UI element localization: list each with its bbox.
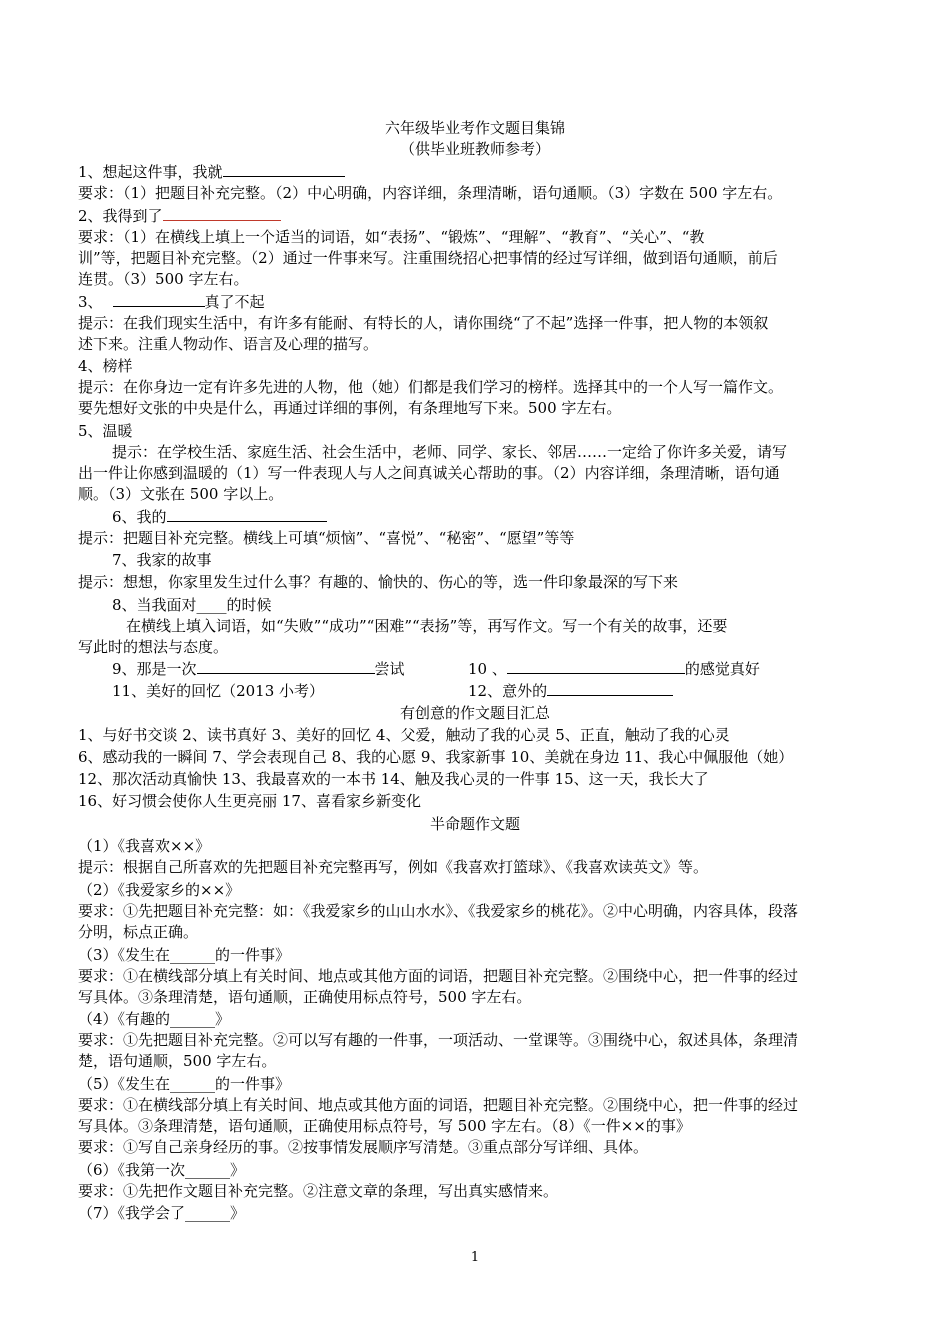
topic-8-tip-line2: 写此时的想法与态度。	[78, 638, 229, 656]
half-line: 要求：①写自己亲身经历的事。②按事情发展顺序写清楚。③重点部分写详细、具体。	[78, 1138, 649, 1156]
blank-line	[507, 659, 685, 674]
topic-12-title: 12、意外的	[468, 681, 673, 702]
half-line: 写具体。③条理清楚，语句通顺，正确使用标点符号，写 500 字左右。（8）《一件××的事》	[78, 1117, 691, 1135]
half-line: 提示：根据自己所喜欢的先把题目补充完整再写，例如《我喜欢打篮球》、《我喜欢读英文》等。	[78, 858, 709, 876]
doc-subtitle: （供毕业班教师参考）	[399, 140, 550, 158]
half-line: 分明，标点正确。	[78, 923, 199, 941]
topic-3-tip-line1: 提示：在我们现实生活中，有许多有能耐、有特长的人，请你围绕“了不起”选择一件事，把人物的本领叙	[78, 314, 769, 332]
topic-5-tip-line3: 顺。（3）文张在 500 字以上。	[78, 485, 284, 503]
creative-line: 6、感动我的一瞬间 7、学会表现自己 8、我的心愿 9、我家新事 10、美就在身边 11、我心中佩服他（她）	[78, 748, 794, 766]
half-line: （5）《发生在______的一件事》	[78, 1075, 291, 1093]
creative-line: 1、与好书交谈 2、读书真好 3、美好的回忆 4、父爱，触动了我的心灵 5、正直，触动了我的心灵	[78, 726, 730, 744]
blank-line	[163, 206, 281, 221]
topic-11-title: 11、美好的回忆（2013 小考）	[112, 682, 325, 700]
blank-line	[167, 507, 327, 522]
half-line: 楚，语句通顺，500 字左右。	[78, 1052, 277, 1070]
topic-4-tip-line2: 要先想好文张的中央是什么，再通过详细的事例，有条理地写下来。500 字左右。	[78, 399, 622, 417]
half-line: （6）《我第一次______》	[78, 1161, 246, 1179]
half-line: 要求：①在横线部分填上有关时间、地点或其他方面的词语，把题目补充完整。②围绕中心，把一件事的经过	[78, 967, 799, 985]
topic-3-tip-line2: 述下来。注重人物动作、语言及心理的描写。	[78, 335, 379, 353]
topic-2-title: 2、我得到了	[78, 206, 281, 227]
half-heading: 半命题作文题	[429, 815, 520, 833]
half-line: （1）《我喜欢××》	[78, 837, 211, 855]
creative-line: 12、那次活动真愉快 13、我最喜欢的一本书 14、触及我心灵的一件事 15、这一天，我长大了	[78, 770, 709, 788]
half-line: 要求：①在横线部分填上有关时间、地点或其他方面的词语，把题目补充完整。②围绕中心，把一件事的经过	[78, 1096, 799, 1114]
topic-7-title: 7、我家的故事	[112, 551, 212, 569]
topic-5-tip-line2: 出一件让你感到温暖的（1）写一件表现人与人之间真诚关心帮助的事。（2）内容详细，条理清晰，语句通	[78, 464, 780, 482]
half-line: 写具体。③条理清楚，语句通顺，正确使用标点符号，500 字左右。	[78, 988, 532, 1006]
blank-line	[223, 162, 345, 177]
topic-2-req-line2: 训”等，把题目补充完整。（2）通过一件事来写。注重围绕招心把事情的经过写详细，做到语句通顺，前后	[78, 249, 778, 267]
blank-line	[547, 681, 673, 696]
half-line: （2）《我爱家乡的××》	[78, 881, 241, 899]
blank-line	[113, 292, 205, 307]
half-line: （7）《我学会了______》	[78, 1204, 246, 1222]
topic-5-tip-line1: 提示：在学校生活、家庭生活、社会生活中，老师、同学、家长、邻居……一定给了你许多关爱，请写	[112, 443, 788, 461]
half-line: 要求：①先把题目补充完整。②可以写有趣的一件事，一项活动、一堂课等。③围绕中心，叙述具体，条理清	[78, 1031, 799, 1049]
topic-8-title: 8、当我面对____的时候	[112, 596, 272, 614]
topic-3-title: 3、 真了不起	[78, 293, 265, 311]
half-line: （4）《有趣的______》	[78, 1010, 231, 1028]
creative-line: 16、好习惯会使你人生更亮丽 17、喜看家乡新变化	[78, 792, 421, 810]
half-line: （3）《发生在______的一件事》	[78, 946, 291, 964]
page-number: 1	[470, 1250, 480, 1265]
topic-10-title: 10 、 的感觉真好	[468, 660, 760, 678]
topic-2-req-line3: 连贯。（3）500 字左右。	[78, 270, 249, 288]
doc-title: 六年级毕业考作文题目集锦	[384, 119, 565, 137]
topic-8-tip-line1: 在横线上填入词语，如“失败”“成功”“困难”“表扬”等，再写作文。写一个有关的故事，还要	[126, 617, 728, 635]
topic-1-title: 1、想起这件事，我就	[78, 162, 345, 183]
half-line: 要求：①先把题目补充完整：如：《我爱家乡的山山水水》、《我爱家乡的桃花》。②中心明确，内容具体，段落	[78, 902, 799, 920]
topic-7-tip: 提示：想想，你家里发生过什么事？有趣的、愉快的、伤心的等，选一件印象最深的写下来	[78, 573, 679, 591]
half-line: 要求：①先把作文题目补充完整。②注意文章的条理，写出真实感情来。	[78, 1182, 559, 1200]
topic-4-title: 4、榜样	[78, 357, 133, 375]
topic-5-title: 5、温暖	[78, 422, 133, 440]
topic-9-title: 9、那是一次 尝试	[112, 660, 405, 678]
topic-1-req: 要求：（1）把题目补充完整。（2）中心明确，内容详细，条理清晰，语句通顺。（3）字数在 500 字左右。	[78, 184, 783, 202]
topic-4-tip-line1: 提示：在你身边一定有许多先进的人物，他（她）们都是我们学习的榜样。选择其中的一个人写一篇作文。	[78, 378, 784, 396]
topic-2-req-line1: 要求：（1）在横线上填上一个适当的词语，如“表扬”、“锻炼”、“理解”、“教育”、“关心”、“教	[78, 228, 705, 246]
topic-6-title: 6、我的	[112, 507, 327, 528]
topic-6-tip: 提示：把题目补充完整。横线上可填“烦恼”、“喜悦”、“秘密”、“愿望”等等	[78, 529, 575, 547]
creative-heading: 有创意的作文题目汇总	[399, 704, 550, 722]
blank-line	[197, 659, 375, 674]
